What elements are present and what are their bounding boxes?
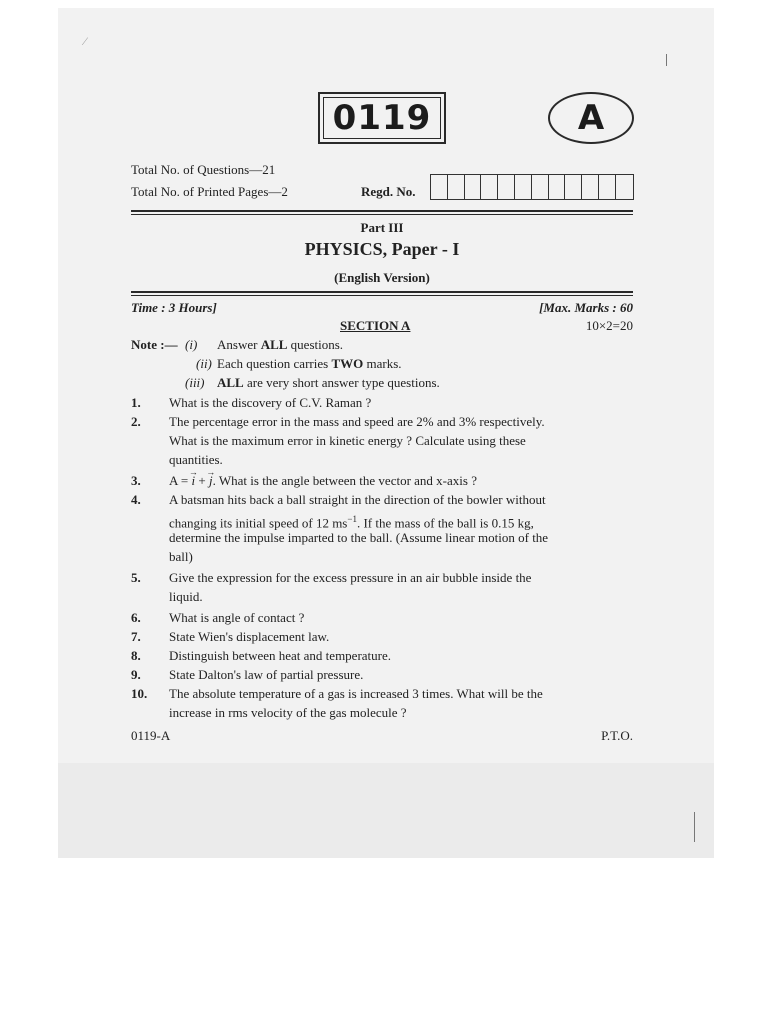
total-questions: Total No. of Questions—21 <box>131 162 276 177</box>
question-text: The absolute temperature of a gas is increased 3 times. What will be the <box>169 686 543 701</box>
unit-vector-j: → j <box>209 473 213 489</box>
footer-code: 0119-A <box>131 728 171 743</box>
question-number: 3. <box>131 473 141 488</box>
question-number: 2. <box>131 414 141 429</box>
version-label: (English Version) <box>334 270 430 285</box>
question-number: 9. <box>131 667 141 682</box>
max-marks: [Max. Marks : 60 <box>539 300 633 315</box>
question-text: A batsman hits back a ball straight in the direction of the bowler without <box>169 492 546 507</box>
question-number: 4. <box>131 492 141 507</box>
footer-pto: P.T.O. <box>601 728 633 743</box>
question-text: What is the maximum error in kinetic energy ? Calculate using these <box>169 433 526 448</box>
question-text: State Wien's displacement law. <box>169 629 330 644</box>
unit-vector-i: → i <box>192 473 196 489</box>
question-text: Give the expression for the excess pressure in an air bubble inside the <box>169 570 532 585</box>
question-number: 5. <box>131 570 141 585</box>
question-number: 1. <box>131 395 141 410</box>
question-text: determine the impulse imparted to the ball. (Assume linear motion of the <box>169 530 549 545</box>
total-pages: Total No. of Printed Pages—2 <box>131 184 288 199</box>
question-text: ball) <box>169 549 193 564</box>
question-number: 10. <box>131 686 148 701</box>
note-num: (i) <box>185 337 198 352</box>
question-text: liquid. <box>169 589 203 604</box>
question-number: 6. <box>131 610 141 625</box>
question-text: Distinguish between heat and temperature. <box>169 648 392 663</box>
question-text: increase in rms velocity of the gas molecule ? <box>169 705 407 720</box>
divider <box>131 214 633 215</box>
question-text: quantities. <box>169 452 223 467</box>
divider <box>131 291 633 293</box>
question-number: 7. <box>131 629 141 644</box>
note-num: (ii) <box>196 356 212 371</box>
question-text: A = → i + → j. What is the angle between the vector and x-axis ? <box>169 473 635 489</box>
time-label: Time : 3 Hours] <box>131 300 217 315</box>
note-item: Each question carries TWO marks. <box>217 356 402 371</box>
question-text: The percentage error in the mass and speed are 2% and 3% respectively. <box>169 414 545 429</box>
set-letter-badge: A <box>548 92 634 144</box>
section-heading: SECTION A <box>340 318 411 333</box>
regd-label: Regd. No. <box>361 184 416 199</box>
question-text: changing its initial speed of 12 $ms^{-1}$. If the mass of the ball is 0.15 kg, <box>169 514 534 531</box>
question-text: State Dalton's law of partial pressure. <box>169 667 364 682</box>
divider <box>131 295 633 296</box>
divider <box>131 210 633 212</box>
note-item: ALL are very short answer type questions. <box>217 375 440 390</box>
subject-title: PHYSICS, Paper - I <box>304 239 460 259</box>
paper-code: 0119 <box>323 97 441 139</box>
scan-mark <box>694 812 695 842</box>
scan-mark <box>666 54 667 66</box>
scan-mark: ⁄ <box>84 34 87 48</box>
regd-number-boxes[interactable] <box>430 174 634 200</box>
question-number: 8. <box>131 648 141 663</box>
question-text: What is the discovery of C.V. Raman ? <box>169 395 372 410</box>
note-item: Answer ALL questions. <box>217 337 344 352</box>
note-num: (iii) <box>185 375 205 390</box>
question-text: What is angle of contact ? <box>169 610 305 625</box>
paper-code-box <box>318 92 446 144</box>
part-label: Part III <box>360 220 404 235</box>
note-label: Note :— <box>131 337 178 352</box>
section-marks: 10×2=20 <box>585 318 633 333</box>
